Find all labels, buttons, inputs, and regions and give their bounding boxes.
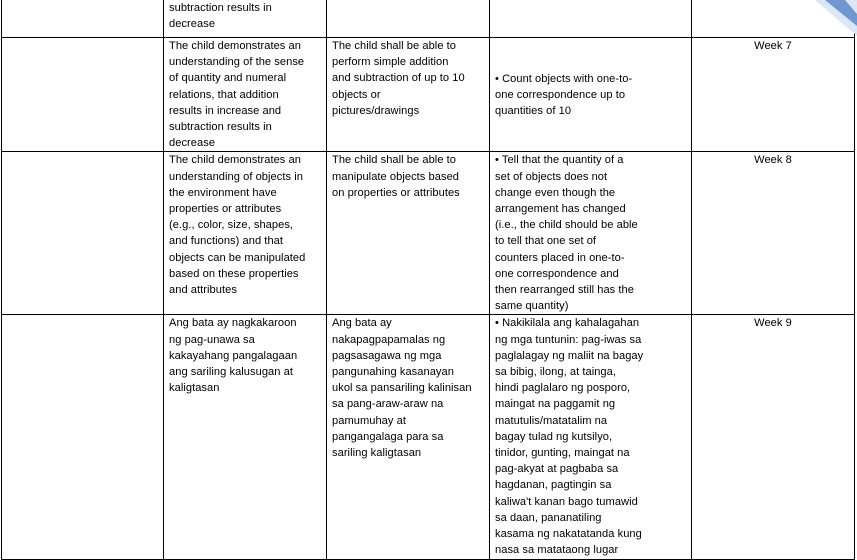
competency-cell [490,152,692,315]
performance-standard-text: The child shall be able to perform simple addition and subtraction of up to 10 objects or pictures/drawings [332,40,465,117]
performance-standard-text: The child shall be able to manipulate objects based on properties or attributes [332,154,460,199]
week-cell [692,38,855,152]
week-cell [692,0,855,38]
content-standard-cell [164,315,327,559]
week-text: Week 9 [754,317,792,330]
curriculum-table [1,0,855,560]
week-cell [692,315,855,559]
content-standard-text: The child demonstrates an understanding of the sense of quantity and numeral relations, that addition results in increase and subtraction results in decrease [169,40,305,150]
table-row [2,315,855,559]
content-standard-text: The child demonstrates an understanding of objects in the environment have properties or attributes (e.g., color, size, shapes, and functions) and that objects can be manipulated based on these properties and attributes [169,154,306,297]
content-standard-cell [164,152,327,315]
performance-standard-cell [327,315,490,559]
content-standard-cell [164,38,327,152]
competency-text: • Nakikilala ang kahalagahan ng mga tuntunin: pag-iwas sa paglalagay ng maliit na bagay sa bibig, ilong, at tainga, hindi paglalaro ng posporo, maingat na paggamit ng matutulis/matatalim na bagay tulad ng kutsilyo, tinidor, gunting, maingat na pag-akyat at pagbaba sa hagdanan, pagtingin sa kaliwa't kanan bago tumawid sa daan, pananatiling kasama ng nakatatanda kung nasa sa matataong lugar [495,317,644,557]
performance-standard-text: Ang bata ay nakapagpapamalas ng pagsasagawa ng mga pangunahing kasanayan ukol sa pansariling kalinisan sa pang-araw-araw na pamumuhay at pangangalaga para sa sariling kaligtasan [332,317,472,460]
table-row [2,38,855,152]
blank-cell [2,315,164,559]
performance-standard-cell [327,152,490,315]
week-cell [692,152,855,315]
competency-cell [490,0,692,38]
competency-cell [490,38,692,152]
blank-cell [2,152,164,315]
week-text: Week 8 [754,154,792,167]
content-standard-text: subtraction results in decrease [169,2,272,31]
week-text: Week 7 [754,40,792,52]
blank-cell [2,38,164,152]
competency-cell [490,315,692,559]
performance-standard-cell [327,38,490,152]
performance-standard-cell [327,0,490,38]
competency-text: • Count objects with one-to- one correspondence up to quantities of 10 [495,73,633,118]
content-standard-text: Ang bata ay nagkakaroon ng pag-unawa sa kakayahang pangalagaan ang sariling kalusugan at kaligtasan [169,317,298,395]
blank-cell [2,0,164,38]
table-row [2,0,855,38]
competency-text: • Tell that the quantity of a set of objects does not change even though the arrangement has changed (i.e., the child should be able to tell that one set of counters placed in one-to- one correspondence and then rearranged still has the same quantity) [495,154,638,313]
table-row [2,152,855,315]
content-standard-cell [164,0,327,38]
